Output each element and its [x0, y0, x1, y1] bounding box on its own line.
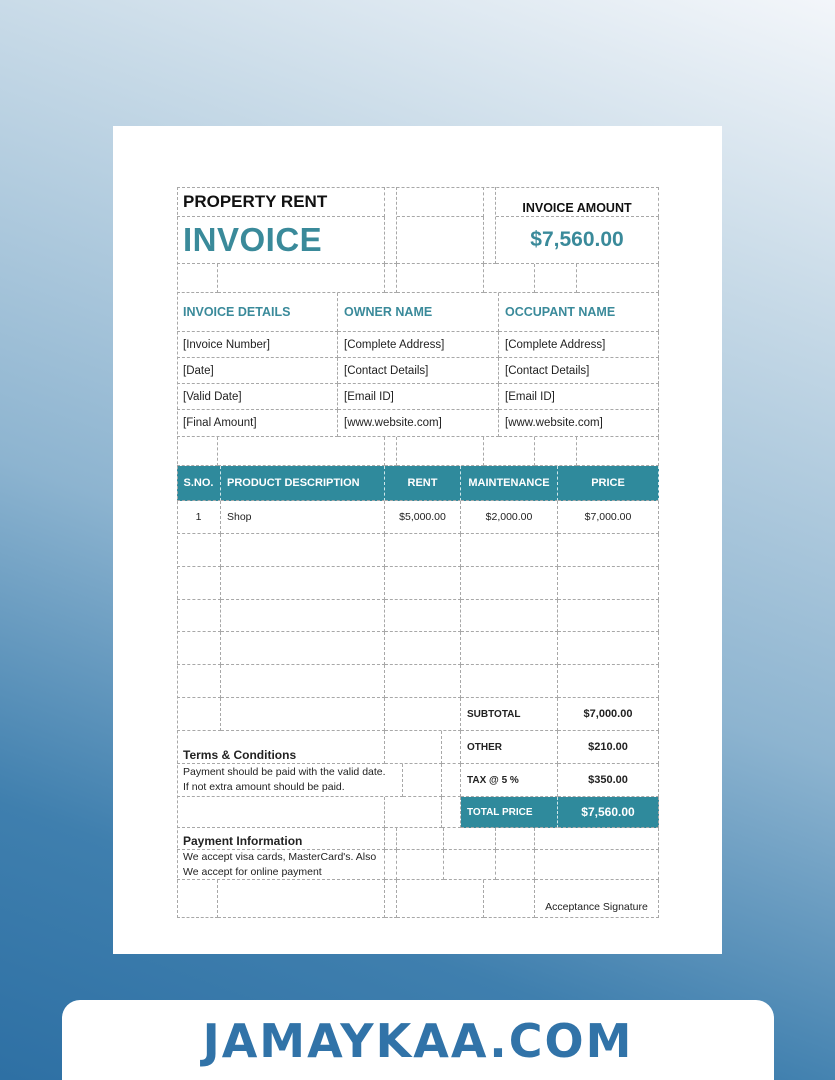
table-row-empty — [461, 567, 558, 600]
invoice-paper — [113, 126, 722, 954]
invoice-number: [Invoice Number] — [177, 332, 338, 358]
spacer-cell — [403, 764, 442, 797]
row-1-description: Shop — [221, 501, 385, 534]
brand-logo-text: JAMAYKAA.COM — [202, 1014, 634, 1068]
payment-line-2: We accept for online payment — [183, 865, 322, 878]
spacer-cell — [177, 880, 218, 918]
table-row-empty — [385, 534, 461, 567]
valid-date: [Valid Date] — [177, 384, 338, 410]
table-row-empty — [558, 632, 659, 665]
table-row-empty — [221, 632, 385, 665]
brand-banner — [62, 1000, 774, 1080]
payment-text — [177, 850, 385, 880]
other-value: $210.00 — [558, 731, 659, 764]
subtotal-label: SUBTOTAL — [461, 698, 558, 731]
spacer-cell — [385, 797, 442, 828]
table-row-empty — [221, 567, 385, 600]
spacer-cell — [535, 828, 659, 850]
occupant-website: [www.website.com] — [499, 410, 659, 437]
invoice-details-heading: INVOICE DETAILS — [177, 293, 338, 332]
table-row-empty — [385, 567, 461, 600]
table-row-empty — [385, 698, 461, 731]
table-row-empty — [177, 632, 221, 665]
header-spacer — [484, 187, 496, 264]
spacer-cell — [442, 797, 461, 828]
spacer-cell — [397, 880, 484, 918]
spacer-cell — [496, 850, 535, 880]
table-row-empty — [385, 632, 461, 665]
spacer-cell — [177, 264, 218, 293]
total-price-label: TOTAL PRICE — [461, 797, 558, 828]
tax-value: $350.00 — [558, 764, 659, 797]
spacer-cell — [535, 437, 577, 466]
spacer-cell — [177, 797, 385, 828]
occupant-email: [Email ID] — [499, 384, 659, 410]
row-1-rent: $5,000.00 — [385, 501, 461, 534]
owner-email: [Email ID] — [338, 384, 499, 410]
occupant-contact: [Contact Details] — [499, 358, 659, 384]
owner-address: [Complete Address] — [338, 332, 499, 358]
spacer-cell — [535, 264, 577, 293]
spacer-cell — [484, 264, 535, 293]
spacer-cell — [385, 880, 397, 918]
table-row-empty — [221, 534, 385, 567]
row-1-sno: 1 — [177, 501, 221, 534]
title-line2: INVOICE — [177, 217, 385, 264]
col-description-header: PRODUCT DESCRIPTION — [221, 466, 385, 501]
other-label: OTHER — [461, 731, 558, 764]
terms-title: Terms & Conditions — [177, 731, 385, 764]
spacer-cell — [535, 850, 659, 880]
spacer-cell — [218, 437, 385, 466]
table-row-empty — [221, 600, 385, 632]
owner-name-heading: OWNER NAME — [338, 293, 499, 332]
table-row-empty — [221, 665, 385, 698]
spacer-cell — [444, 850, 496, 880]
header-spacer — [397, 187, 484, 217]
spacer-cell — [444, 828, 496, 850]
invoice-date: [Date] — [177, 358, 338, 384]
spacer-cell — [385, 437, 397, 466]
row-1-price: $7,000.00 — [558, 501, 659, 534]
terms-line-2: If not extra amount should be paid. — [183, 781, 345, 793]
owner-website: [www.website.com] — [338, 410, 499, 437]
table-row-empty — [558, 600, 659, 632]
table-row-empty — [461, 600, 558, 632]
spacer-cell — [397, 850, 444, 880]
row-1-maintenance: $2,000.00 — [461, 501, 558, 534]
col-sno-header: S.NO. — [177, 466, 221, 501]
spacer-cell — [577, 264, 659, 293]
spacer-cell — [385, 264, 397, 293]
spacer-cell — [385, 828, 397, 850]
spacer-cell — [218, 880, 385, 918]
spacer-cell — [397, 264, 484, 293]
final-amount: [Final Amount] — [177, 410, 338, 437]
col-rent-header: RENT — [385, 466, 461, 501]
table-row-empty — [177, 600, 221, 632]
table-row-empty — [558, 665, 659, 698]
occupant-address: [Complete Address] — [499, 332, 659, 358]
spacer-cell — [577, 437, 659, 466]
tax-label: TAX @ 5 % — [461, 764, 558, 797]
table-row-empty — [461, 665, 558, 698]
spacer-cell — [442, 764, 461, 797]
table-row-empty — [385, 665, 461, 698]
total-price-value: $7,560.00 — [558, 797, 659, 828]
owner-contact: [Contact Details] — [338, 358, 499, 384]
invoice-amount-label: INVOICE AMOUNT — [496, 187, 659, 217]
header-spacer — [385, 187, 397, 264]
header-spacer — [397, 217, 484, 264]
payment-line-1: We accept visa cards, MasterCard's. Also — [183, 850, 377, 863]
spacer-cell — [177, 437, 218, 466]
subtotal-value: $7,000.00 — [558, 698, 659, 731]
invoice-amount-value: $7,560.00 — [496, 217, 659, 264]
table-row-empty — [385, 600, 461, 632]
acceptance-signature: Acceptance Signature — [535, 880, 659, 918]
table-row-empty — [177, 698, 221, 731]
title-line1: PROPERTY RENT — [177, 187, 385, 217]
table-row-empty — [177, 567, 221, 600]
col-price-header: PRICE — [558, 466, 659, 501]
spacer-cell — [397, 828, 444, 850]
table-row-empty — [221, 698, 385, 731]
table-row-empty — [177, 534, 221, 567]
spacer-cell — [484, 437, 535, 466]
col-maintenance-header: MAINTENANCE — [461, 466, 558, 501]
table-row-empty — [461, 632, 558, 665]
spacer-cell — [496, 828, 535, 850]
spacer-cell — [385, 731, 442, 764]
terms-line-1: Payment should be paid with the valid date. — [183, 766, 386, 778]
table-row-empty — [558, 534, 659, 567]
payment-title: Payment Information — [177, 828, 385, 850]
invoice-sheet — [177, 187, 659, 918]
spacer-cell — [397, 437, 484, 466]
spacer-cell — [484, 880, 535, 918]
table-row-empty — [558, 567, 659, 600]
terms-text — [177, 764, 403, 797]
spacer-cell — [218, 264, 385, 293]
spacer-cell — [442, 731, 461, 764]
table-row-empty — [177, 665, 221, 698]
occupant-name-heading: OCCUPANT NAME — [499, 293, 659, 332]
spacer-cell — [385, 850, 397, 880]
table-row-empty — [461, 534, 558, 567]
